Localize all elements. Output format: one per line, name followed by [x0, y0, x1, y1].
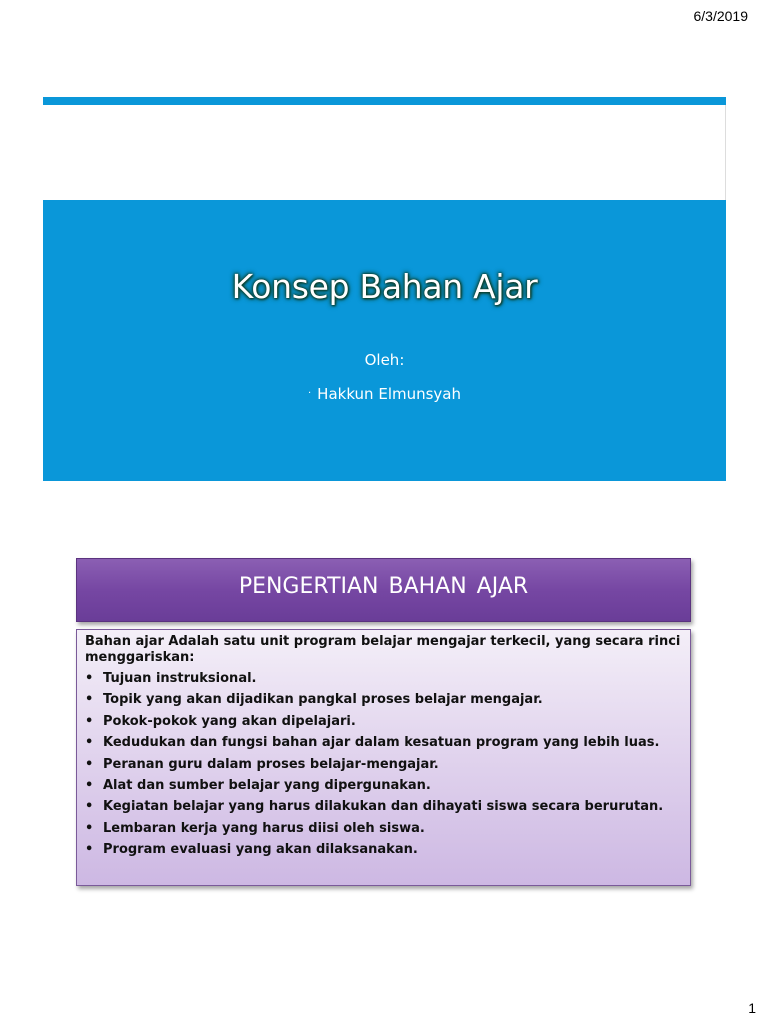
list-item-text: Kedudukan dan fungsi bahan ajar dalam kesatuan program yang lebih luas.	[103, 735, 660, 751]
bullet-icon: •	[85, 820, 94, 836]
list-item-text: Peranan guru dalam proses belajar-mengajar.	[103, 756, 439, 772]
list-item-text: Alat dan sumber belajar yang dipergunakan.	[103, 778, 431, 794]
list-item	[85, 689, 682, 710]
slide-1-title: Konsep Bahan Ajar	[231, 267, 538, 306]
slide-2-title: PENGERTIAN BAHAN AJAR	[238, 574, 529, 599]
bullet-icon: •	[85, 735, 94, 751]
list-item	[85, 839, 682, 860]
list-item-text: Topik yang akan dijadikan pangkal proses belajar mengajar.	[103, 692, 543, 708]
slide-1-author-line	[43, 385, 726, 403]
list-item	[85, 732, 682, 753]
slide-1-top-accent-bar	[43, 97, 726, 105]
bullet-icon: •	[85, 842, 94, 858]
list-item	[85, 754, 682, 775]
slide-2-bullet-list	[85, 668, 682, 861]
bullet-icon: •	[85, 671, 94, 686]
list-item	[85, 775, 682, 796]
bullet-icon: •	[85, 799, 94, 815]
list-item-text: Tujuan instruksional.	[103, 671, 257, 686]
list-item-text: Pokok-pokok yang akan dipelajari.	[103, 713, 356, 729]
slide-1-title-slide	[43, 97, 726, 481]
slide-2-content-box	[76, 629, 691, 886]
list-item-text: Program evaluasi yang akan dilaksanakan.	[103, 842, 418, 858]
list-item	[85, 796, 682, 817]
page-number: 1	[748, 1000, 756, 1016]
list-item	[85, 668, 682, 689]
slide-2-intro-text: Bahan ajar Adalah satu unit program belajar mengajar terkecil, yang secara rinci menggariskan:	[85, 634, 681, 665]
print-date: 6/3/2019	[693, 8, 748, 24]
bullet-icon: •	[85, 756, 94, 772]
bullet-icon: •	[85, 692, 94, 708]
slide-1-blue-panel	[43, 200, 726, 481]
list-item-text: Kegiatan belajar yang harus dilakukan dan dihayati siswa secara berurutan.	[103, 799, 664, 815]
author-bullet-icon: ·	[307, 388, 312, 399]
list-item-text: Lembaran kerja yang harus diisi oleh siswa.	[103, 820, 425, 836]
bullet-icon: •	[85, 778, 94, 794]
slide-2-title-banner	[76, 558, 691, 622]
list-item	[85, 818, 682, 839]
list-item	[85, 711, 682, 732]
slide-1-subtitle: Oleh:	[364, 351, 405, 369]
slide-1-edge-line	[725, 105, 726, 200]
slide-1-author: Hakkun Elmunsyah	[317, 385, 461, 403]
bullet-icon: •	[85, 713, 94, 729]
